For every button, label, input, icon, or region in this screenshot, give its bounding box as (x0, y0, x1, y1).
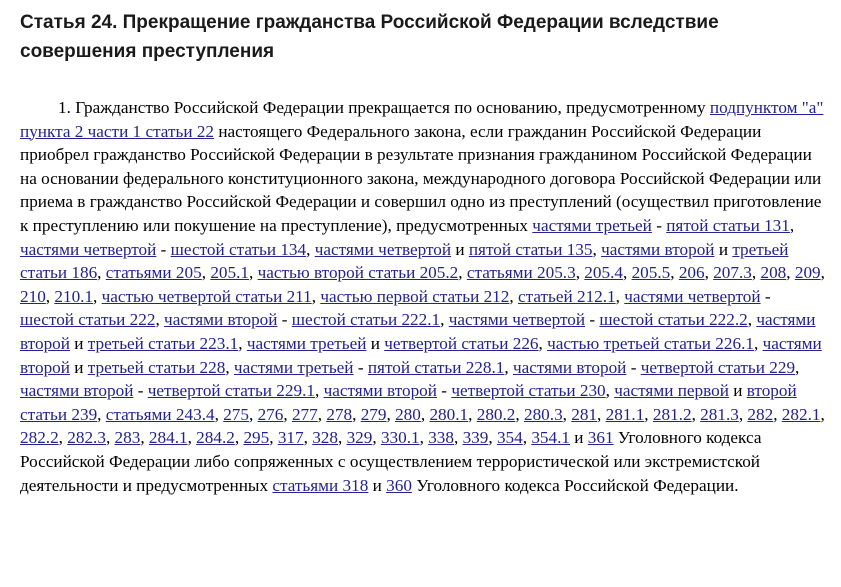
law-reference-link[interactable]: 282.3 (67, 428, 106, 448)
law-reference-link[interactable]: частями четвертой (448, 310, 586, 330)
law-reference-link[interactable]: частями третьей (532, 215, 652, 235)
paragraph-text: - (651, 215, 667, 235)
law-reference-link[interactable]: 276 (257, 404, 284, 424)
law-reference-link[interactable]: 282.1 (781, 404, 821, 424)
law-reference-link[interactable]: 205.4 (584, 263, 623, 283)
paragraph-text: , (337, 428, 347, 448)
paragraph-text: и (366, 333, 385, 353)
paragraph-text: , (753, 333, 763, 353)
law-reference-link[interactable]: статьями 205 (105, 263, 202, 283)
paragraph-text: , (592, 239, 602, 259)
paragraph-text: , (234, 428, 244, 448)
law-reference-link[interactable]: статьями 205.3 (466, 263, 576, 283)
law-reference-link[interactable]: 281.2 (652, 404, 692, 424)
paragraph-text: , (97, 404, 106, 424)
law-reference-link[interactable]: статьями 318 (272, 475, 369, 495)
law-reference-link[interactable]: 360 (386, 475, 412, 495)
paragraph-text: , (622, 263, 632, 283)
law-reference-link[interactable]: частями третьей (233, 357, 354, 377)
law-reference-link[interactable]: 281.1 (605, 404, 645, 424)
law-reference-link[interactable]: 280.1 (429, 404, 469, 424)
law-reference-link[interactable]: четвертой статьи 229.1 (147, 381, 315, 401)
law-reference-link[interactable]: третьей статьи 228 (87, 357, 226, 377)
paragraph-text: и (368, 475, 387, 495)
paragraph-text: , (283, 404, 292, 424)
law-reference-link[interactable]: частью второй статьи 205.2 (257, 263, 459, 283)
law-reference-link[interactable]: 361 (587, 428, 614, 448)
paragraph-text: , (509, 286, 518, 306)
law-reference-link[interactable]: 210 (20, 286, 46, 306)
paragraph-text: , (419, 428, 429, 448)
law-reference-link[interactable]: частями второй (20, 333, 822, 377)
paragraph-text: , (820, 404, 825, 424)
paragraph-text: , (597, 404, 606, 424)
paragraph-text: , (615, 286, 625, 306)
law-reference-link[interactable]: 330.1 (380, 428, 420, 448)
law-reference-link[interactable]: 280.2 (476, 404, 516, 424)
law-reference-link[interactable]: подпунктом "а" пункта 2 части 1 статьи 22 (20, 98, 824, 141)
law-reference-link[interactable]: пятой статьи 131 (666, 215, 790, 235)
paragraph-text: , (504, 357, 513, 377)
law-reference-link[interactable]: 209 (794, 263, 821, 283)
paragraph-text: , (420, 404, 430, 424)
paragraph-text: , (440, 310, 449, 330)
paragraph-text: , (605, 381, 615, 401)
paragraph-text: , (317, 404, 327, 424)
law-reference-link[interactable]: шестой статьи 134 (170, 239, 307, 259)
law-reference-link[interactable]: четвертой статьи 226 (384, 333, 539, 353)
paragraph-text: , (225, 357, 234, 377)
law-reference-link[interactable]: 295 (243, 428, 270, 448)
article (20, 8, 825, 497)
paragraph-text: и (714, 239, 733, 259)
paragraph-text: - (585, 310, 600, 330)
law-reference-link[interactable]: 284.1 (148, 428, 188, 448)
paragraph-text: , (773, 404, 782, 424)
paragraph-text: и (570, 428, 588, 448)
law-reference-link[interactable]: статьями 243.4 (105, 404, 215, 424)
law-reference-link[interactable]: 317 (277, 428, 304, 448)
law-reference-link[interactable]: 354 (496, 428, 523, 448)
paragraph-text: - (353, 357, 368, 377)
paragraph-text: , (248, 404, 258, 424)
paragraph-text: , (786, 263, 795, 283)
paragraph-text: и (69, 357, 88, 377)
paragraph-text: и (451, 239, 469, 259)
law-reference-link[interactable]: частями второй (20, 310, 816, 353)
law-reference-link[interactable]: 275 (223, 404, 249, 424)
law-reference-link[interactable]: 208 (760, 263, 787, 283)
law-reference-link[interactable]: шестой статьи 222.1 (291, 310, 441, 330)
paragraph-text: , (789, 215, 795, 235)
law-reference-link[interactable]: 339 (462, 428, 489, 448)
paragraph-text: - (277, 310, 292, 330)
law-reference-link[interactable]: шестой статьи 222 (20, 310, 156, 330)
paragraph-text: , (562, 404, 572, 424)
law-reference-link[interactable]: частями второй (164, 310, 278, 330)
paragraph-text: , (691, 404, 701, 424)
law-reference-link[interactable]: 210.1 (54, 286, 94, 306)
law-reference-link[interactable]: 338 (428, 428, 454, 448)
paragraph-text: , (311, 286, 321, 306)
law-reference-link[interactable]: 280 (395, 404, 421, 424)
law-reference-link[interactable]: 205.5 (631, 263, 671, 283)
paragraph-text: , (187, 428, 197, 448)
paragraph-text: - (133, 381, 148, 401)
law-reference-link[interactable]: 284.2 (196, 428, 235, 448)
paragraph-text: , (515, 404, 524, 424)
law-reference-link[interactable]: частью первой статьи 212 (320, 286, 510, 306)
paragraph-text: , (820, 263, 825, 283)
paragraph-text: , (269, 428, 278, 448)
paragraph-text: , (670, 263, 679, 283)
paragraph-text: , (58, 428, 68, 448)
law-reference-link[interactable]: 281 (571, 404, 598, 424)
paragraph-text: , (704, 263, 714, 283)
paragraph-text: - (156, 239, 171, 259)
law-reference-link[interactable]: частями третьей (246, 333, 367, 353)
paragraph-text: , (97, 263, 106, 283)
law-reference-link[interactable]: шестой статьи 222.2 (599, 310, 748, 330)
paragraph-text: , (386, 404, 396, 424)
paragraph-text: - (760, 286, 771, 306)
law-reference-link[interactable]: 277 (291, 404, 318, 424)
paragraph-text: и (69, 333, 88, 353)
article-paragraph-1 (20, 96, 825, 497)
paragraph-text: , (352, 404, 361, 424)
law-reference-link[interactable]: второй статьи 239 (20, 381, 797, 424)
law-reference-link[interactable]: 281.3 (700, 404, 739, 424)
law-reference-link[interactable]: 283 (114, 428, 141, 448)
paragraph-text: , (795, 357, 800, 377)
paragraph-text: , (303, 428, 313, 448)
law-reference-link[interactable]: 207.3 (713, 263, 752, 283)
article-title: Статья 24. Прекращение гражданства Российской Федерации вследствие совершения преступления (20, 12, 719, 62)
paragraph-text: , (306, 239, 315, 259)
paragraph-text: , (201, 263, 211, 283)
law-reference-link[interactable]: четвертой статьи 229 (640, 357, 796, 377)
paragraph-text: , (488, 428, 497, 448)
paragraph-text: , (155, 310, 165, 330)
law-reference-link[interactable]: третьей статьи 186 (20, 239, 789, 283)
law-reference-link[interactable]: частями четвертой (314, 239, 452, 259)
paragraph-text: настоящего Федерального закона, если гражданин Российской Федерации приобрел гражданство Российской Федерации в результате признания гражданином Российской Федерации на основании федерального конституционного закона, международного договора Российской Федерации или приема в гражданство Российской Федерации и совершил одно из преступлений (осуществил приготовление к преступлению или покушение на преступление), предусмотренных (20, 121, 822, 235)
paragraph-text: , (214, 404, 224, 424)
law-reference-link[interactable]: третьей статьи 223.1 (87, 333, 239, 353)
paragraph-text: , (747, 310, 757, 330)
paragraph-text: 1. Гражданство Российской Федерации прекращается по основанию, предусмотренному (58, 98, 710, 117)
paragraph-text: - (436, 381, 452, 401)
paragraph-text: Уголовного кодекса Российской Федерации либо сопряженных с осуществлением террористической или экстремистской деятельности и предусмотренных (20, 428, 762, 495)
law-reference-link[interactable]: частями четвертой (624, 286, 761, 306)
law-reference-link[interactable]: 282 (747, 404, 774, 424)
law-reference-link[interactable]: частью четвертой статьи 211 (101, 286, 312, 306)
paragraph-text: , (93, 286, 102, 306)
paragraph-text: , (140, 428, 149, 448)
paragraph-text: , (45, 286, 55, 306)
law-reference-link[interactable]: частями четвертой (20, 239, 157, 259)
law-reference-link[interactable]: частями второй (601, 239, 715, 259)
law-reference-link[interactable]: 354.1 (531, 428, 570, 448)
law-reference-link[interactable]: 206 (678, 263, 705, 283)
paragraph-text: - (626, 357, 641, 377)
paragraph-text: , (238, 333, 247, 353)
law-reference-link[interactable]: 279 (360, 404, 387, 424)
paragraph-text: , (468, 404, 477, 424)
law-reference-link[interactable]: частями второй (323, 381, 437, 401)
paragraph-text: , (453, 428, 463, 448)
paragraph-text: , (538, 333, 548, 353)
law-reference-link[interactable]: четвертой статьи 230 (451, 381, 606, 401)
law-reference-link[interactable]: статьей 212.1 (517, 286, 616, 306)
paragraph-text: и (728, 381, 747, 401)
paragraph-text: , (458, 263, 467, 283)
law-reference-link[interactable]: частью третьей статьи 226.1 (547, 333, 754, 353)
paragraph-text: Уголовного кодекса Российской Федерации. (411, 475, 739, 495)
law-reference-link[interactable]: 278 (326, 404, 353, 424)
paragraph-text: , (575, 263, 585, 283)
paragraph-text: , (314, 381, 324, 401)
paragraph-text: , (248, 263, 258, 283)
paragraph-text: , (751, 263, 761, 283)
paragraph-text: , (738, 404, 748, 424)
law-reference-link[interactable]: 205.1 (210, 263, 249, 283)
law-reference-link[interactable]: 329 (346, 428, 373, 448)
law-reference-link[interactable]: частями второй (512, 357, 627, 377)
law-reference-link[interactable]: 282.2 (20, 428, 59, 448)
paragraph-text: , (644, 404, 653, 424)
law-reference-link[interactable]: пятой статьи 135 (468, 239, 593, 259)
paragraph-text: , (522, 428, 532, 448)
law-reference-link[interactable]: частями второй (20, 381, 134, 401)
law-reference-link[interactable]: частями первой (614, 381, 729, 401)
paragraph-text: , (105, 428, 115, 448)
law-reference-link[interactable]: пятой статьи 228.1 (367, 357, 505, 377)
paragraph-text: , (372, 428, 381, 448)
law-reference-link[interactable]: 280.3 (523, 404, 563, 424)
law-reference-link[interactable]: 328 (312, 428, 338, 448)
